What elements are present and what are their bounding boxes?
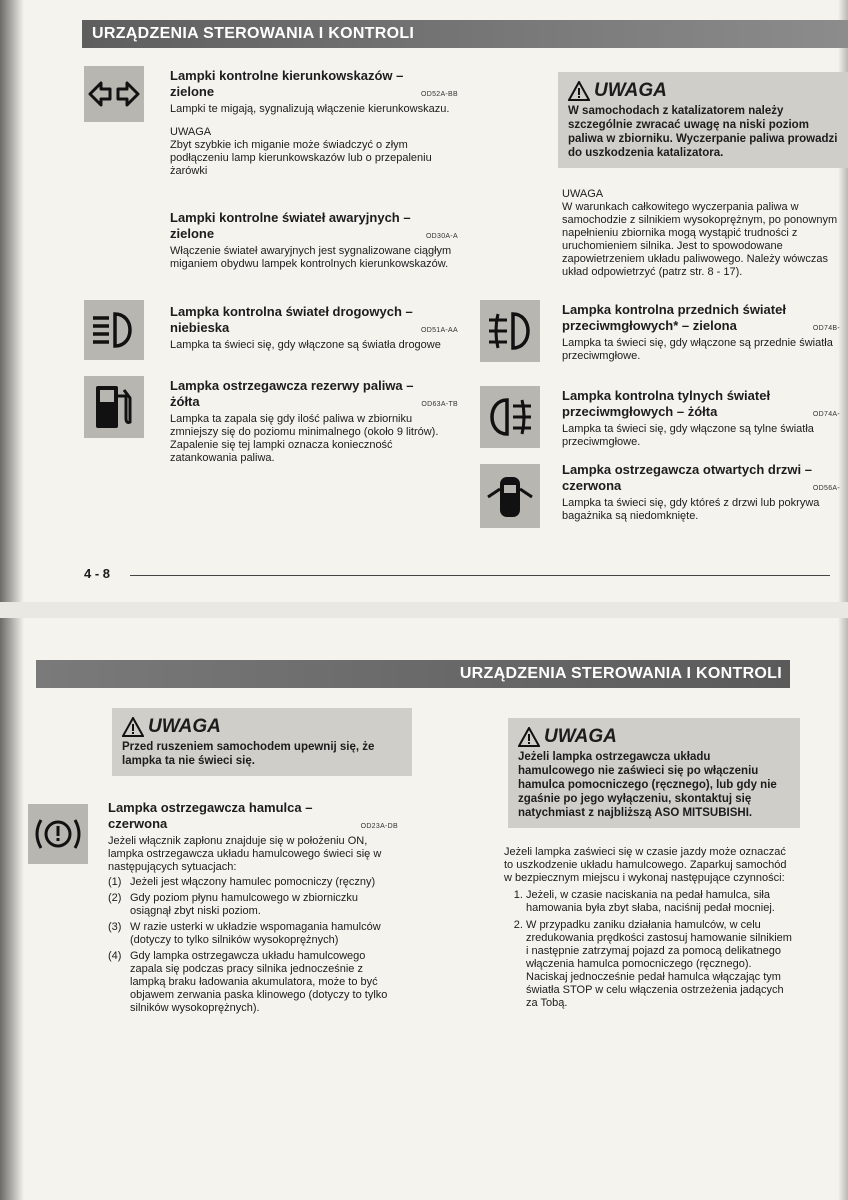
warning-text: W samochodach z katalizatorem należy szczególnie zwracać uwagę na niski poziom paliwa w zbiorniku. Wyczerpanie paliwa prowadzi do uszkodzenia katalizatora. — [568, 105, 838, 159]
entry-title: Lampka ostrzegawcza otwartych drzwi – — [562, 462, 812, 477]
warning-title: UWAGA — [594, 80, 667, 101]
turn-signal-arrows-icon — [88, 79, 140, 109]
entry-code: OD30A-A — [425, 233, 458, 240]
note-text: Zbyt szybkie ich miganie może świadczyć o złym podłączeniu lamp kierunkowskazów lub o przepaleniu żarówki — [170, 139, 432, 177]
brake-warning-icon — [32, 814, 84, 854]
entry-text: Lampka ta świeci się, gdy któreś z drzwi lub pokrywa bagażnika są niedomknięte. — [562, 497, 820, 522]
note-label: UWAGA — [562, 188, 604, 200]
door-open-icon-box — [480, 464, 540, 528]
list-item-text: Gdy lampka ostrzegawcza układu hamulcowego zapala się podczas pracy silnika jednocześnie z lampką braku ładowania akumulatora, może to być objawem zerwania paska klinowego (dotyczy to tylko silników wysokoprężnych). — [130, 950, 388, 1014]
warning-triangle-icon — [122, 717, 144, 737]
entry-title-color: przeciwmgłowych* – zielona — [562, 318, 737, 333]
procedure-steps — [504, 889, 792, 1010]
entry-title-color: żółta — [170, 394, 200, 409]
warning-text: Jeżeli lampka ostrzegawcza układu hamulcowego nie zaświeci się po włączeniu hamulca pomocniczego (ręcznego), lub gdy nie zgaśnie po jego wyłączeniu, skontaktuj się natychmiast z najbliższą ASO MITSUBISHI. — [518, 751, 777, 819]
diesel-note — [562, 188, 840, 279]
brake-conditions-list — [108, 876, 398, 1015]
front-fog-icon-box — [480, 300, 540, 362]
entry-text: Lampka ta świeci się, gdy włączone są przednie światła przeciwmgłowe. — [562, 337, 833, 362]
warning-title: UWAGA — [148, 716, 221, 737]
page-number: 4 - 8 — [84, 566, 111, 581]
list-item-number: (4) — [108, 950, 122, 962]
list-item — [108, 921, 398, 947]
entry-code: OD56A- — [812, 485, 840, 492]
entry-code: OD52A-BB — [420, 91, 458, 98]
entry-title-color: niebieska — [170, 320, 230, 335]
entry-text: Lampka ta świeci się, gdy włączone są tylne światła przeciwmgłowe. — [562, 423, 814, 448]
entry-code: OD74B- — [812, 325, 840, 332]
list-item-text: Gdy poziom płynu hamulcowego w zbiorniczku osiągnął zbyt niski poziom. — [130, 892, 359, 917]
list-item — [108, 892, 398, 918]
note-label: UWAGA — [170, 126, 212, 138]
list-item — [108, 950, 398, 1015]
entry-title: Lampka kontrolna tylnych świateł — [562, 388, 771, 403]
entry-title: Lampka kontrolna przednich świateł — [562, 302, 786, 317]
list-item-text: W przypadku zaniku działania hamulców, w celu zredukowania prędkości zastosuj hamowanie silnikiem i następnie zatrzymaj pojazd za pomocą delikatnego włączenia hamulca pomocniczego (ręcznego). — [526, 919, 792, 970]
high-beam-icon — [89, 310, 139, 350]
entry-title-color: czerwona — [108, 816, 168, 831]
list-item — [108, 876, 398, 889]
footer-rule — [130, 575, 830, 576]
entry-code: OD51A-AA — [420, 327, 458, 334]
page-left-edge-shadow — [0, 618, 24, 1200]
warning-triangle-icon — [568, 81, 590, 101]
list-item-extra-text: Naciskaj jednocześnie pedał hamulca włączając tym światła STOP w celu włączenia ostrzeżenia jadących za Tobą. — [526, 971, 784, 1009]
entry-title: Lampka ostrzegawcza hamulca – — [108, 800, 313, 815]
section-header — [82, 20, 848, 48]
list-item — [526, 889, 792, 915]
entry-text: Włączenie świateł awaryjnych jest sygnalizowane ciągłym miganiem obydwu lampek kontrolnych kierunkowskazów. — [170, 245, 452, 270]
entry-title: Lampki kontrolne kierunkowskazów – — [170, 68, 404, 83]
list-item-number: (1) — [108, 876, 122, 888]
rear-fog-light-icon — [485, 396, 535, 438]
brake-procedure — [504, 846, 792, 1014]
entry-code: OD63A-TB — [421, 401, 458, 408]
catalyst-warning-box — [558, 72, 848, 168]
entry-text: Lampki te migają, sygnalizują włączenie kierunkowskazu. — [170, 103, 450, 115]
entry-title-color: zielone — [170, 84, 215, 99]
list-item-number: (3) — [108, 921, 122, 933]
warning-title: UWAGA — [544, 726, 617, 747]
note-text: W warunkach całkowitego wyczerpania paliwa w samochodzie z silnikiem wysokoprężnym, po ponownym napełnieniu zbiornika mogą wystąpić trudności z uruchomieniem silnika. Jest to spowodowane zapowietrzeniem układu paliwowego. Należy wówczas układ odpowietrzyć (patrz str. 8 - 17). — [562, 201, 838, 278]
rear-fog-icon-box — [480, 386, 540, 448]
brake-warning-entry — [108, 800, 398, 1018]
entry-text: Jeżeli włącznik zapłonu znajduje się w położeniu ON, lampka ostrzegawcza układu hamulcowego świeci się w następujących sytuacjach: — [108, 835, 382, 873]
fuel-reserve-entry — [170, 378, 458, 465]
list-item-text: Jeżeli jest włączony hamulec pomocniczy (ręczny) — [130, 876, 376, 888]
turn-signal-icon-box — [84, 66, 144, 122]
rear-fog-entry — [562, 388, 840, 449]
entry-title-color: czerwona — [562, 478, 622, 493]
entry-title-color: zielone — [170, 226, 215, 241]
fuel-pump-icon — [92, 382, 136, 432]
section-header-text: URZĄDZENIA STEROWANIA I KONTROLI — [459, 665, 782, 682]
warning-text: Przed ruszeniem samochodem upewnij się, że lampka ta nie świeci się. — [122, 741, 375, 767]
list-item-number: (2) — [108, 892, 122, 904]
page-gap — [0, 602, 848, 618]
entry-text: Lampka ta świeci się, gdy włączone są światła drogowe — [170, 339, 441, 351]
section-header — [36, 660, 790, 688]
turn-signal-entry — [170, 68, 458, 178]
section-header-text: URZĄDZENIA STEROWANIA I KONTROLI — [92, 25, 415, 42]
handbrake-warning-box — [508, 718, 800, 828]
list-item-text: Jeżeli, w czasie naciskania na pedał hamulca, siła hamowania była zbyt słaba, naciśnij pedał mocniej. — [526, 889, 775, 914]
brake-startup-warning-box — [112, 708, 412, 776]
hazard-lights-entry — [170, 210, 458, 271]
front-fog-entry — [562, 302, 840, 363]
entry-title-color: przeciwmgłowych – żółta — [562, 404, 718, 419]
entry-code: OD23A-DB — [360, 823, 398, 830]
fuel-icon-box — [84, 376, 144, 438]
list-item-text: W razie usterki w układzie wspomagania hamulców (dotyczy to tylko silników wysokoprężnych) — [130, 921, 381, 946]
manual-page-bottom — [0, 618, 848, 1200]
entry-title: Lampka ostrzegawcza rezerwy paliwa – — [170, 378, 414, 393]
high-beam-icon-box — [84, 300, 144, 360]
entry-title: Lampki kontrolne świateł awaryjnych – — [170, 210, 411, 225]
warning-triangle-icon — [518, 727, 540, 747]
front-fog-light-icon — [485, 310, 535, 352]
entry-title: Lampka kontrolna świateł drogowych – — [170, 304, 413, 319]
entry-code: OD74A- — [812, 411, 840, 418]
high-beam-entry — [170, 304, 458, 352]
list-item — [526, 919, 792, 1010]
page-right-edge-shadow — [838, 618, 848, 1200]
procedure-intro: Jeżeli lampka zaświeci się w czasie jazdy może oznaczać to uszkodzenie układu hamulcowego. Zaparkuj samochód w bezpiecznym miejscu i wykonaj następujące czynności: — [504, 846, 787, 884]
brake-icon-box — [28, 804, 88, 864]
door-open-icon — [485, 471, 535, 521]
page-left-edge-shadow — [0, 0, 24, 602]
door-open-entry — [562, 462, 840, 523]
entry-text: Lampka ta zapala się gdy ilość paliwa w zbiorniku zmniejszy się do poziomu minimalnego (około 9 litrów). Zapalenie się tej lampki oznacza konieczność zatankowania paliwa. — [170, 413, 439, 464]
